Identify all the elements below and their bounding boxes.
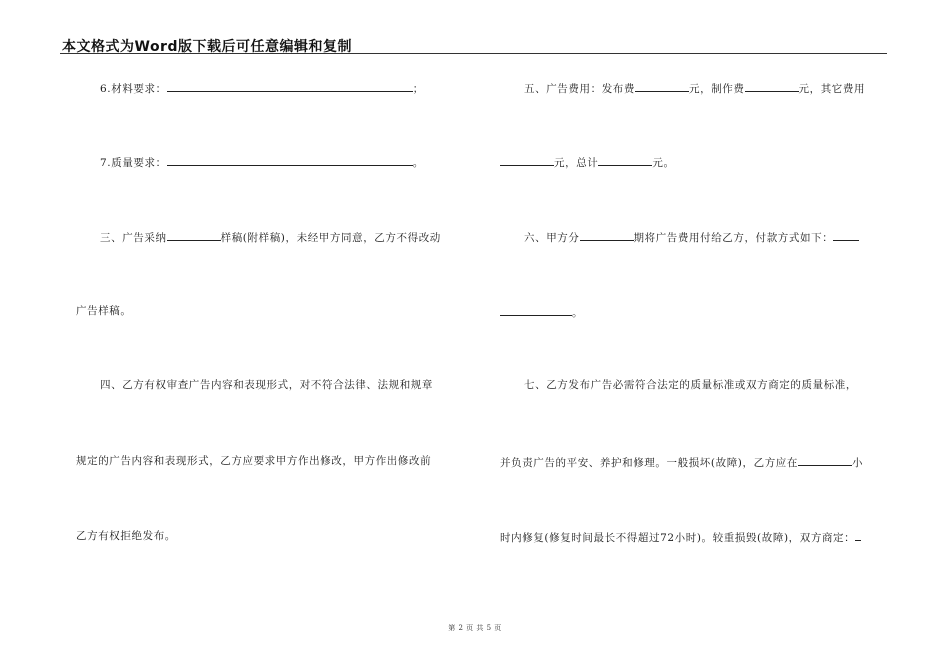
right-line-article-6-cont <box>500 304 583 320</box>
other-fee-blank <box>500 154 554 166</box>
payment-method-blank <box>833 229 859 241</box>
total-fee-blank <box>598 154 652 166</box>
quality-label: 7.质量要求： <box>100 157 167 169</box>
quality-blank <box>167 154 413 166</box>
article-7-cont2: 时内修复(修复时间最长不得超过72小时)。较重损毁(故障)，双方商定： <box>500 532 856 544</box>
agreement-blank <box>855 529 861 541</box>
article-3-rest: 样稿(附样稿)，未经甲方同意，乙方不得改动 <box>220 232 441 244</box>
left-line-article-3 <box>100 229 441 245</box>
repair-hours-blank <box>798 454 852 466</box>
article-7-cont1: 并负责广告的平安、养护和修理。一般损坏(故障)，乙方应在 <box>500 457 798 469</box>
article-5-cont-a: 元，总计 <box>554 157 599 169</box>
left-line-article-4 <box>100 378 433 392</box>
production-fee-blank <box>745 80 799 92</box>
article-5-end: 元，其它费用 <box>798 83 866 95</box>
quality-end: 。 <box>412 157 424 169</box>
right-line-article-5-cont <box>500 154 675 170</box>
material-blank <box>167 80 413 92</box>
article-4-cont1: 规定的广告内容和表现形式，乙方应要求甲方作出修改，甲方作出修改前 <box>76 455 432 467</box>
left-line-article-3-cont <box>76 304 132 318</box>
right-line-article-7-cont2 <box>500 529 861 545</box>
article-3-start: 三、广告采纳 <box>100 232 167 244</box>
payment-method-blank-cont <box>500 304 572 316</box>
article-6-start: 六、甲方分 <box>524 232 580 244</box>
left-line-article-4-cont1 <box>76 454 431 468</box>
header-divider <box>60 53 887 54</box>
right-line-article-7-cont1 <box>500 454 863 470</box>
left-line-article-4-cont2 <box>76 529 176 543</box>
article-7-start: 七、乙方发布广告必需符合法定的质量标准或双方商定的质量标准， <box>524 379 857 391</box>
article-3-cont: 广告样稿。 <box>76 305 132 317</box>
page-footer: 第 2 页 共 5 页 <box>448 624 502 632</box>
article-6-rest: 期将广告费用付给乙方，付款方式如下： <box>633 232 834 244</box>
material-end: ； <box>412 83 424 95</box>
publish-fee-blank <box>635 80 689 92</box>
material-label: 6.材料要求： <box>100 83 167 95</box>
right-line-article-6 <box>524 229 859 245</box>
article-4-start: 四、乙方有权审查广告内容和表现形式，对不符合法律、法规和规章 <box>100 379 433 391</box>
installments-blank <box>580 229 634 241</box>
article-5-mid: 元，制作费 <box>689 83 745 95</box>
document-header-title: 本文格式为Word版下载后可任意编辑和复制 <box>62 39 352 55</box>
right-line-article-5 <box>524 80 865 96</box>
left-line-quality-requirement <box>100 154 424 170</box>
article-5-start: 五、广告费用：发布费 <box>524 83 635 95</box>
article-5-cont-b: 元。 <box>652 157 675 169</box>
sample-blank <box>167 229 221 241</box>
right-line-article-7 <box>524 378 857 392</box>
article-6-cont: 。 <box>572 307 584 319</box>
article-4-cont2: 乙方有权拒绝发布。 <box>76 530 176 542</box>
left-line-material-requirement <box>100 80 424 96</box>
article-7-cont1-end: 小 <box>852 457 864 469</box>
